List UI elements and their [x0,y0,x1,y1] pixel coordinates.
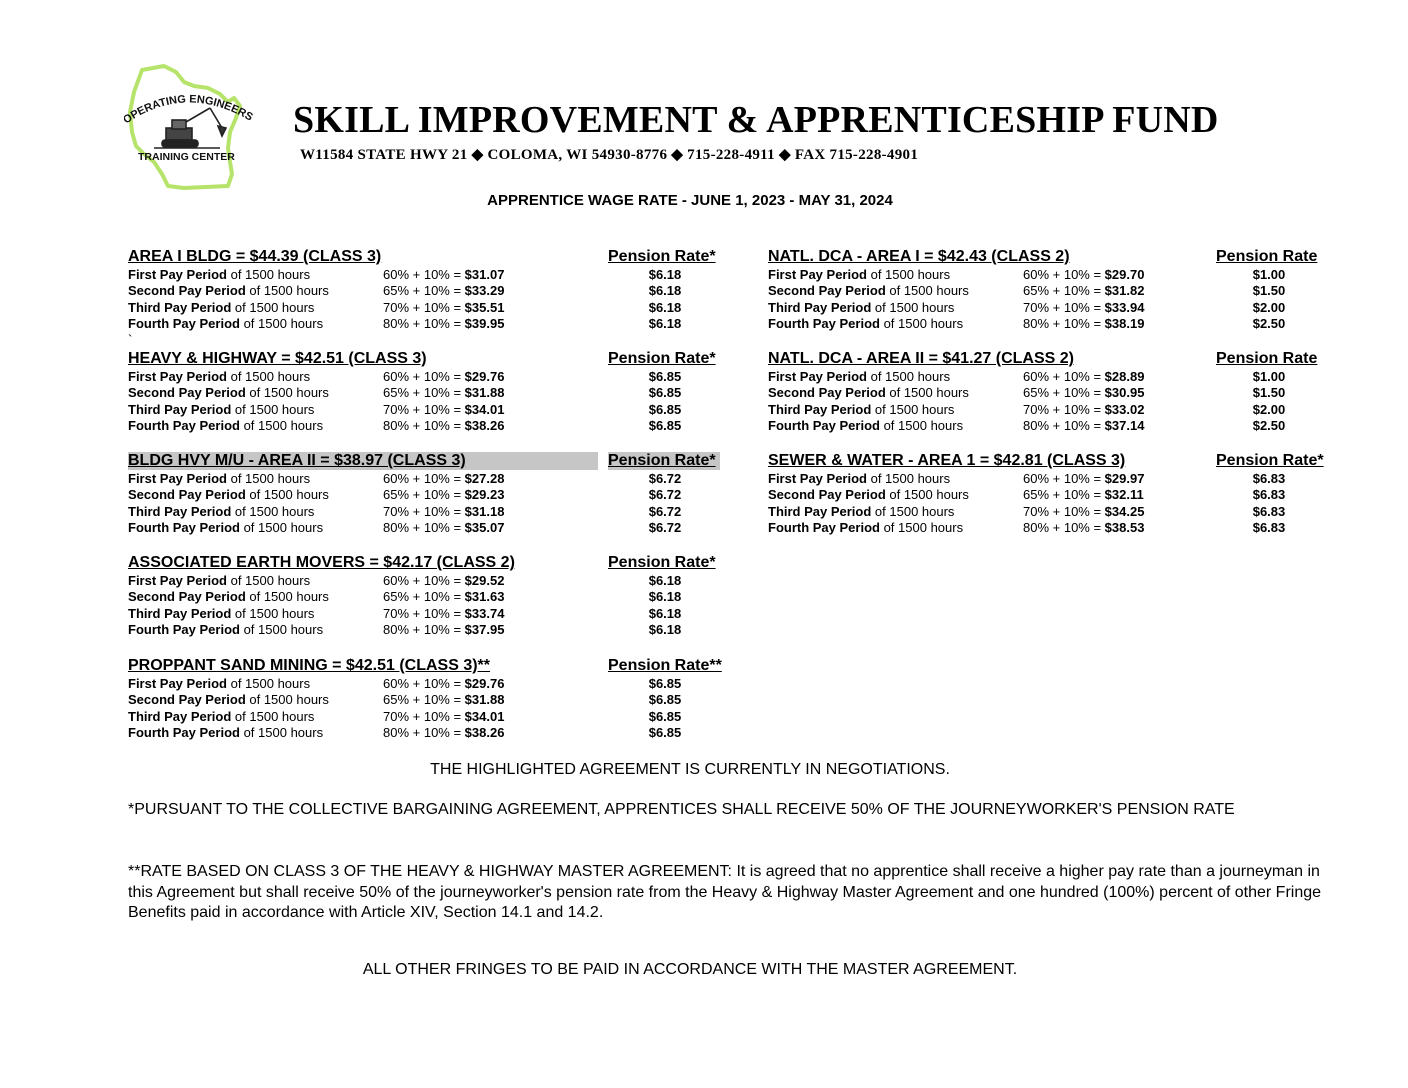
pay-period-row: Fourth Pay Period of 1500 hours 80% + 10% = $38.19 $2.50 [768,316,1286,332]
pension-rate-header: Pension Rate* [608,248,716,265]
training-center-logo [124,62,254,192]
pension-rate-header: Pension Rate [1216,248,1318,265]
pay-period-row: First Pay Period of 1500 hours 60% + 10% = $29.97 $6.83 [768,471,1286,486]
section-associated-earth-movers [128,554,738,639]
pay-period-row: First Pay Period of 1500 hours 60% + 10% = $29.52 $6.18 [128,573,682,588]
pay-period-row: Second Pay Period of 1500 hours 65% + 10% = $29.23 $6.72 [128,487,682,503]
pay-period-row: Second Pay Period of 1500 hours 65% + 10% = $32.11 $6.83 [768,487,1286,503]
pay-period-row: Third Pay Period of 1500 hours 70% + 10% = $33.74 $6.18 [128,605,682,621]
pay-period-row: First Pay Period of 1500 hours 60% + 10% = $31.07 $6.18 [128,267,682,282]
pension-rate-header: Pension Rate* [608,452,720,470]
section-title: NATL. DCA - AREA I = $42.43 (CLASS 2) [768,248,1070,265]
pay-period-row: Third Pay Period of 1500 hours 70% + 10% = $34.25 $6.83 [768,503,1286,519]
pay-period-row: Third Pay Period of 1500 hours 70% + 10% = $33.94 $2.00 [768,299,1286,315]
pay-period-row: Fourth Pay Period of 1500 hours 80% + 10% = $37.14 $2.50 [768,418,1286,434]
pay-period-row: Fourth Pay Period of 1500 hours 80% + 10% = $38.53 $6.83 [768,520,1286,536]
pension-rate-header: Pension Rate* [1216,452,1324,469]
section-natl-dca-area-ii [768,350,1378,435]
org-title: SKILL IMPROVEMENT & APPRENTICESHIP FUND [293,99,1219,141]
pay-period-row: Fourth Pay Period of 1500 hours 80% + 10% = $39.95 $6.18 [128,316,682,332]
section-area-i-bldg [128,248,738,333]
pay-period-row: Second Pay Period of 1500 hours 65% + 10% = $30.95 $1.50 [768,385,1286,401]
section-bldg-hvy-mu [128,452,738,537]
pay-period-row: Third Pay Period of 1500 hours 70% + 10% = $33.02 $2.00 [768,401,1286,417]
pension-rate-header: Pension Rate [1216,350,1318,367]
pay-period-row: Third Pay Period of 1500 hours 70% + 10% = $31.18 $6.72 [128,503,682,519]
pension-rate-header: Pension Rate** [608,657,722,674]
section-sewer-water [768,452,1378,537]
document-title: APPRENTICE WAGE RATE - JUNE 1, 2023 - MAY 31, 2024 [487,192,893,209]
pay-period-row: Second Pay Period of 1500 hours 65% + 10% = $31.63 $6.18 [128,589,682,605]
class3-footnote: **RATE BASED ON CLASS 3 OF THE HEAVY & HIGHWAY MASTER AGREEMENT: It is agreed that no apprentice shall receive a higher pay rate than a journeyman in this Agreement but shall receive 50% of the journeyworker's pension rate from the Heavy & Highway Master Agreement and one hundred (100%) percent of other Fringe Benefits paid in accordance with Article XIV, Section 14.1 and 14.2. [128,863,1322,921]
fringes-note: ALL OTHER FRINGES TO BE PAID IN ACCORDANCE WITH THE MASTER AGREEMENT. [362,961,1018,978]
pay-period-row: Fourth Pay Period of 1500 hours 80% + 10% = $38.26 $6.85 [128,725,682,741]
wisconsin-outline-icon [124,62,254,192]
section-title-highlighted: BLDG HVY M/U - AREA II = $38.97 (CLASS 3) [128,452,598,470]
pension-rate-header: Pension Rate* [608,350,716,367]
pay-period-row: Second Pay Period of 1500 hours 65% + 10% = $33.29 $6.18 [128,283,682,299]
pay-period-row: Fourth Pay Period of 1500 hours 80% + 10% = $38.26 $6.85 [128,418,682,434]
section-title: HEAVY & HIGHWAY = $42.51 (CLASS 3) [128,350,427,367]
pay-period-row: First Pay Period of 1500 hours 60% + 10% = $29.76 $6.85 [128,676,682,691]
highlighted-note: THE HIGHLIGHTED AGREEMENT IS CURRENTLY IN NEGOTIATIONS. [430,761,950,778]
pay-period-row: First Pay Period of 1500 hours 60% + 10% = $29.70 $1.00 [768,267,1286,282]
section-title: NATL. DCA - AREA II = $41.27 (CLASS 2) [768,350,1074,367]
pay-period-row: First Pay Period of 1500 hours 60% + 10% = $28.89 $1.00 [768,369,1286,384]
section-natl-dca-area-i [768,248,1378,333]
logo-bottom-text: TRAINING CENTER [138,151,235,163]
pension-footnote: *PURSUANT TO THE COLLECTIVE BARGAINING AGREEMENT, APPRENTICES SHALL RECEIVE 50% OF THE JOURNEYWORKER'S PENSION RATE [128,801,1235,818]
section-title: PROPPANT SAND MINING = $42.51 (CLASS 3)** [128,657,491,674]
pension-rate-header: Pension Rate* [608,554,716,571]
logo-top-text: PERATING ENGINEERS [128,93,254,124]
pay-period-row: Second Pay Period of 1500 hours 65% + 10% = $31.82 $1.50 [768,283,1286,299]
pay-period-row: Third Pay Period of 1500 hours 70% + 10% = $34.01 $6.85 [128,708,682,724]
stray-mark: ` [128,332,133,347]
section-title: ASSOCIATED EARTH MOVERS = $42.17 (CLASS 2) [128,554,515,571]
org-address: W11584 STATE HWY 21 ◆ COLOMA, WI 54930-8776 ◆ 715-228-4911 ◆ FAX 715-228-4901 [300,147,919,163]
pay-period-row: Second Pay Period of 1500 hours 65% + 10% = $31.88 $6.85 [128,385,682,401]
section-title: SEWER & WATER - AREA 1 = $42.81 (CLASS 3) [768,452,1126,469]
section-proppant-sand-mining [128,657,738,742]
pay-period-row: Third Pay Period of 1500 hours 70% + 10% = $34.01 $6.85 [128,401,682,417]
section-heavy-highway [128,350,738,435]
pay-period-row: First Pay Period of 1500 hours 60% + 10% = $27.28 $6.72 [128,471,682,486]
pay-period-row: First Pay Period of 1500 hours 60% + 10% = $29.76 $6.85 [128,369,682,384]
section-title: AREA I BLDG = $44.39 (CLASS 3) [128,248,382,265]
pay-period-row: Fourth Pay Period of 1500 hours 80% + 10% = $37.95 $6.18 [128,622,682,638]
pay-period-row: Second Pay Period of 1500 hours 65% + 10% = $31.88 $6.85 [128,692,682,708]
pay-period-row: Fourth Pay Period of 1500 hours 80% + 10% = $35.07 $6.72 [128,520,682,536]
pay-period-row: Third Pay Period of 1500 hours 70% + 10% = $35.51 $6.18 [128,299,682,315]
